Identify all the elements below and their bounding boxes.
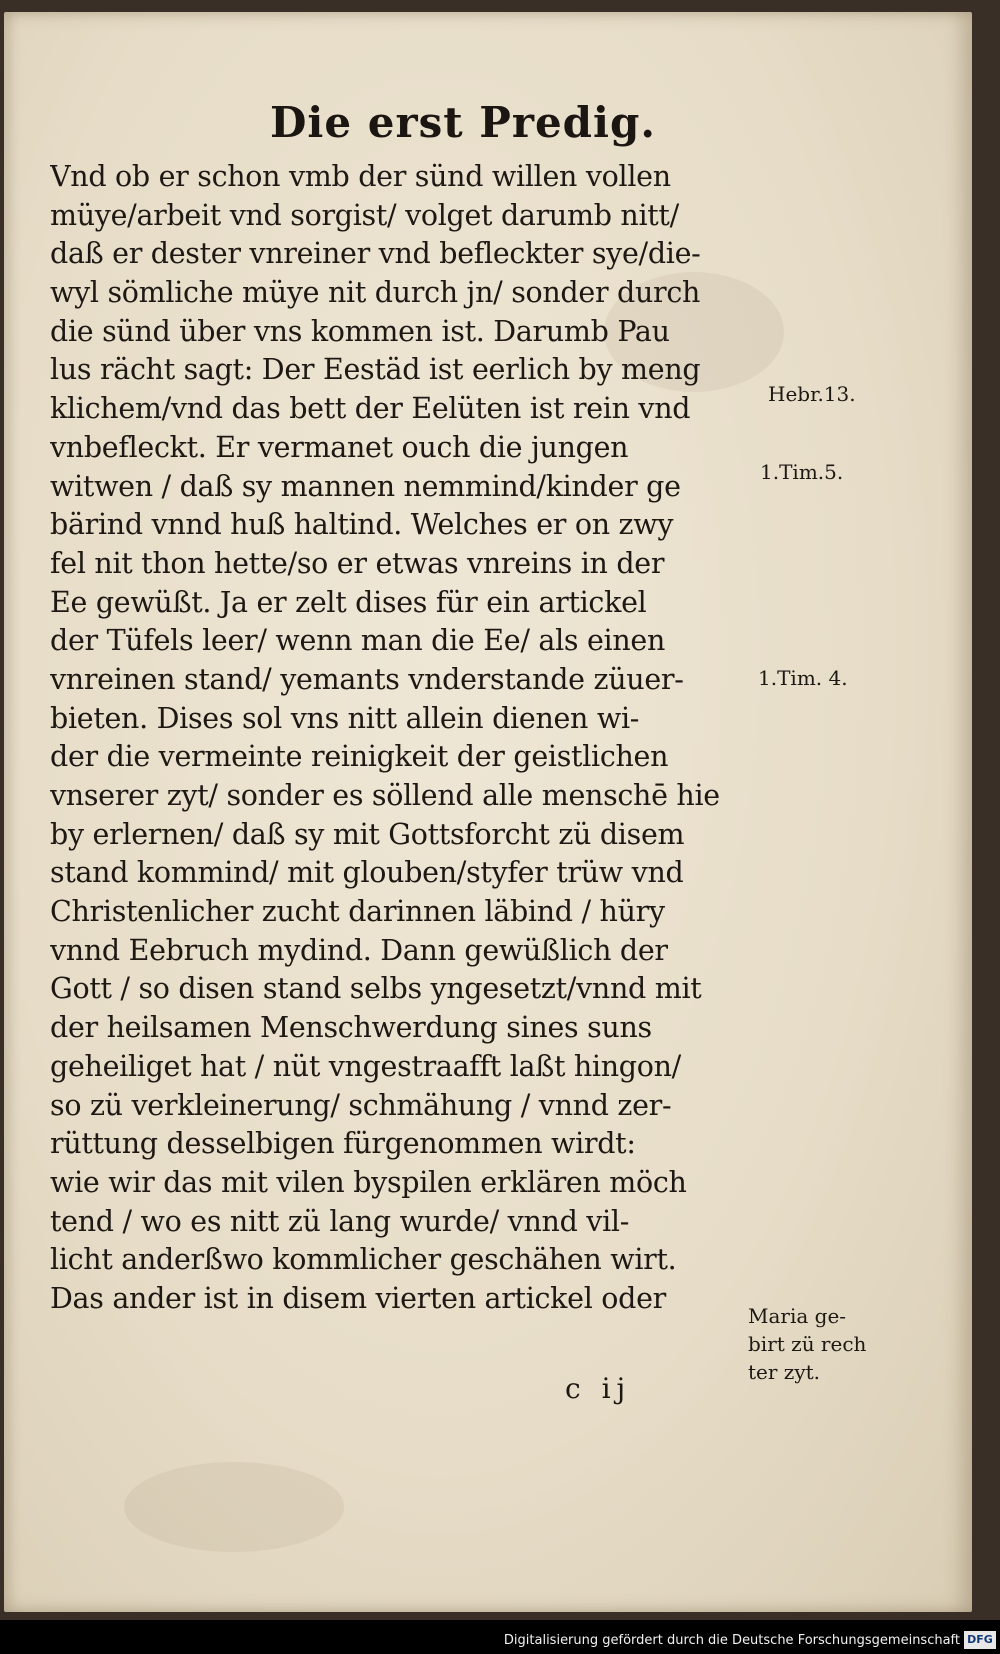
text-line: tend / wo es nitt zü lang wurde/ vnnd vil- — [50, 1204, 630, 1238]
footer-bar — [0, 1620, 1000, 1654]
page-heading: Die erst Predig. — [270, 98, 656, 147]
text-line: licht anderßwo kommlicher geschähen wirt. — [50, 1243, 677, 1277]
funding-credit: Digitalisierung gefördert durch die Deutsche Forschungsgemeinschaft — [503, 1633, 960, 1648]
text-line: wyl sömliche müye nit durch jn/ sonder durch — [50, 276, 701, 310]
dfg-logo: DFG — [964, 1631, 996, 1649]
text-line: müye/arbeit vnd sorgist/ volget darumb nitt/ — [50, 198, 679, 232]
text-line: bärind vnnd huß haltind. Welches er on zwy — [50, 508, 674, 542]
text-line: daß er dester vnreiner vnd befleckter sye/die- — [50, 237, 701, 271]
text-line: der die vermeinte reinigkeit der geistlichen — [50, 740, 669, 774]
body-text — [50, 158, 762, 1319]
text-line: der heilsamen Menschwerdung sines suns — [50, 1011, 652, 1045]
margin-note-timothy-5: 1.Tim.5. — [760, 460, 844, 484]
text-line: vnserer zyt/ sonder es söllend alle menschē hie — [50, 779, 720, 812]
text-line: stand kommind/ mit glouben/styfer trüw vnd — [50, 856, 684, 890]
text-line: die sünd über vns kommen ist. Darumb Pau — [50, 314, 670, 348]
text-line: Das ander ist in disem vierten artickel oder — [50, 1281, 666, 1315]
margin-note-hebrews: Hebr.13. — [768, 382, 856, 406]
margin-note-maria-2: birt zü rech — [748, 1332, 867, 1356]
text-line: witwen / daß sy mannen nemmind/kinder ge — [50, 469, 681, 503]
signature-mark: c ij — [565, 1372, 632, 1405]
text-line: bieten. Dises sol vns nitt allein dienen wi- — [50, 701, 640, 735]
margin-note-timothy-4: 1.Tim. 4. — [758, 666, 848, 690]
text-line: rüttung desselbigen fürgenommen wirdt: — [50, 1127, 636, 1161]
text-line: by erlernen/ daß sy mit Gottsforcht zü disem — [50, 817, 685, 851]
text-line: Vnd ob er schon vmb der sünd willen vollen — [50, 160, 671, 193]
text-line: vnbefleckt. Er vermanet ouch die jungen — [50, 430, 629, 464]
text-line: Ee gewüßt. Ja er zelt dises für ein artickel — [50, 585, 647, 619]
text-line: vnreinen stand/ yemants vnderstande züuer- — [50, 662, 684, 696]
paper-stain — [124, 1462, 344, 1552]
text-line: geheiliget hat / nüt vngestraafft laßt hingon/ — [50, 1049, 681, 1083]
text-line: wie wir das mit vilen byspilen erklären möch — [50, 1165, 687, 1199]
text-line: fel nit thon hette/so er etwas vnreins in der — [50, 546, 665, 580]
text-line: der Tüfels leer/ wenn man die Ee/ als einen — [50, 624, 666, 658]
text-line: klichem/vnd das bett der Eelüten ist rein vnd — [50, 392, 691, 426]
text-line: vnnd Eebruch mydind. Dann gewüßlich der — [50, 933, 668, 967]
text-line: so zü verkleinerung/ schmähung / vnnd zer- — [50, 1088, 672, 1122]
margin-note-maria-3: ter zyt. — [748, 1360, 821, 1384]
text-line: Gott / so disen stand selbs yngesetzt/vnnd mit — [50, 972, 702, 1006]
text-line: lus rächt sagt: Der Eestäd ist eerlich by meng — [50, 353, 701, 387]
margin-note-maria-1: Maria ge- — [748, 1304, 847, 1328]
text-line: Christenlicher zucht darinnen läbind / hüry — [50, 895, 665, 929]
